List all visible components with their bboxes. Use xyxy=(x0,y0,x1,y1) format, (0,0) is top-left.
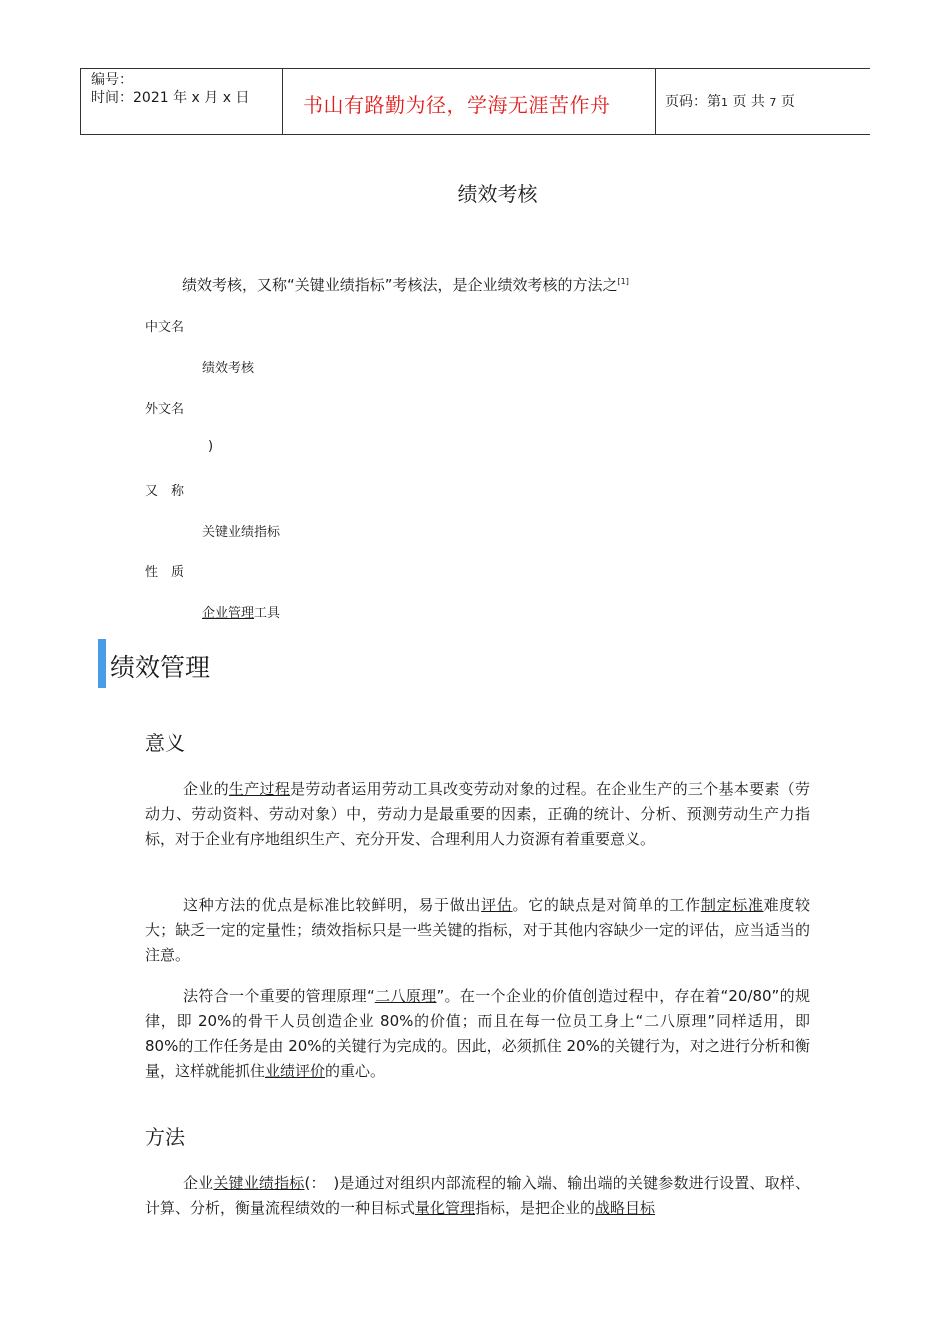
section-title: 绩效管理 xyxy=(110,653,211,682)
link-pareto-principle[interactable]: 二八原理 xyxy=(374,987,437,1005)
document-time: 时间：2021 年 x 月 x 日 xyxy=(91,90,250,106)
info-label-chinese-name: 中文名 xyxy=(145,320,185,335)
document-title: 绩效考核 xyxy=(457,182,538,206)
link-set-standards[interactable]: 制定标准 xyxy=(700,896,764,914)
intro-sentence: 绩效考核，又称“关键业绩指标”考核法，是企业绩效考核的方法之[1] xyxy=(182,276,629,294)
link-production-process[interactable]: 生产过程 xyxy=(228,780,291,798)
info-value-nature: 企业管理工具 xyxy=(202,606,281,621)
header-table xyxy=(80,68,870,135)
info-label-nature: 性 质 xyxy=(145,565,185,580)
subsection-title-method: 方法 xyxy=(145,1125,185,1149)
header-page-cell xyxy=(656,69,871,134)
link-performance-evaluation[interactable]: 业绩评价 xyxy=(265,1062,326,1080)
subsection-title-significance: 意义 xyxy=(145,731,185,755)
paragraph-method: 企业关键业绩指标(： )是通过对组织内部流程的输入端、输出端的关键参数进行设置、取样、计算、分析，衡量流程绩效的一种目标式量化管理指标，是把企业的战略目标 xyxy=(145,1174,810,1217)
link-quantitative-management[interactable]: 量化管理 xyxy=(415,1199,476,1217)
info-label-alias: 又 称 xyxy=(145,484,185,499)
document-number-label: 编号： xyxy=(91,72,133,88)
info-value-alias: 关键业绩指标 xyxy=(202,525,281,540)
header-motto-cell xyxy=(283,69,656,134)
link-enterprise-management[interactable]: 企业管理 xyxy=(202,606,255,621)
link-strategic-goals[interactable]: 战略目标 xyxy=(595,1199,656,1217)
paragraph-pros-cons: 这种方法的优点是标准比较鲜明，易于做出评估。它的缺点是对简单的工作制定标准难度较大；缺乏一定的定量性；绩效指标只是一些关键的指标，对于其他内容缺少一定的评估，应当适当的注意。 xyxy=(145,896,810,964)
info-value-foreign-name: ) xyxy=(208,439,214,454)
link-evaluation[interactable]: 评估 xyxy=(481,896,513,914)
info-value-chinese-name: 绩效考核 xyxy=(202,361,255,376)
section-accent-bar xyxy=(98,639,106,688)
paragraph-pareto: 法符合一个重要的管理原理“二八原理”。在一个企业的价值创造过程中，存在着“20/80”的规律，即 20%的骨干人员创造企业 80%的价值；而且在每一位员工身上“二八原理”同样适用，即 80%的工作任务是由 20%的关键行为完成的。因此，必须抓住 20%的关键行为，对之进行分析和衡量，这样就能抓住业绩评价的重心。 xyxy=(145,987,810,1080)
paragraph-significance: 企业的生产过程是劳动者运用劳动工具改变劳动对象的过程。在企业生产的三个基本要素（劳动力、劳动资料、劳动对象）中，劳动力是最重要的因素，正确的统计、分析、预测劳动生产力指标，对于企业有序地组织生产、充分开发、合理利用人力资源有着重要意义。 xyxy=(145,780,810,848)
info-label-foreign-name: 外文名 xyxy=(145,402,185,417)
header-meta-cell xyxy=(81,69,283,134)
header-motto: 书山有路勤为径，学海无涯苦作舟 xyxy=(303,93,611,117)
link-kpi[interactable]: 关键业绩指标 xyxy=(213,1174,305,1192)
citation-ref[interactable]: [1] xyxy=(617,277,629,286)
page-indicator: 页码：第1 页 共 7 页 xyxy=(665,94,795,110)
